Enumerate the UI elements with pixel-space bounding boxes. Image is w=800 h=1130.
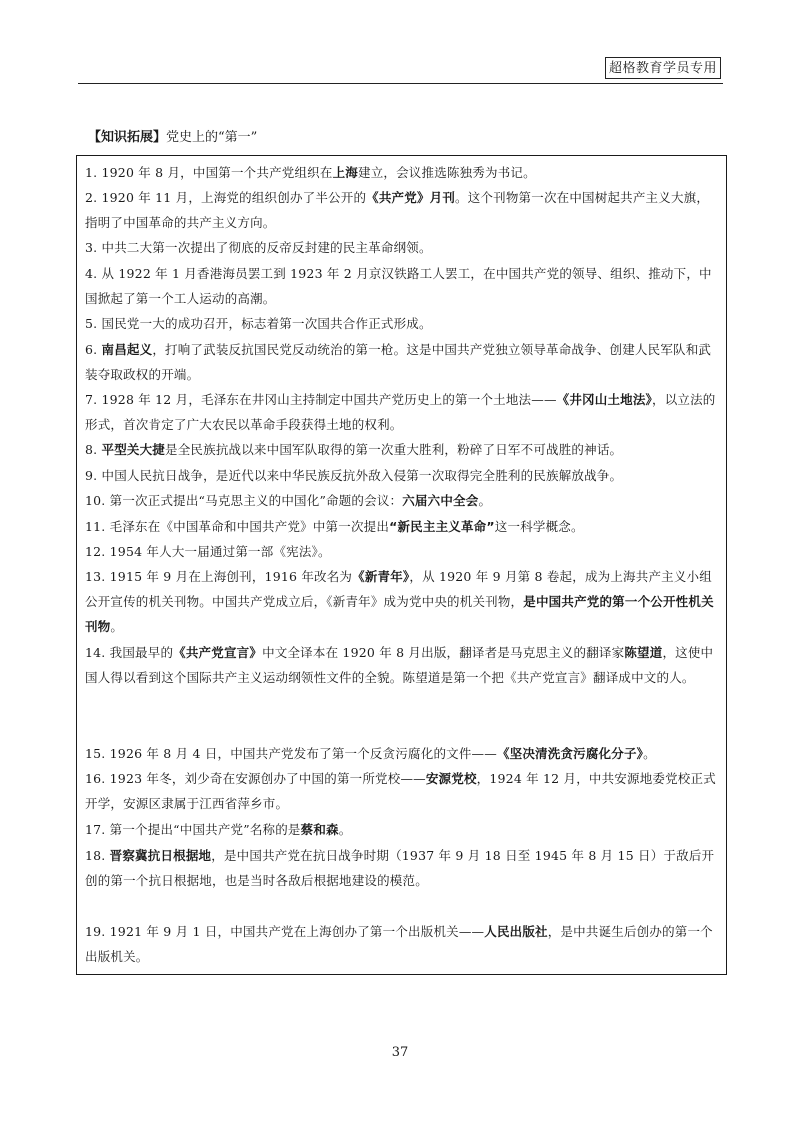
section-heading: 党史上的“第一” — [166, 130, 258, 145]
item-text: 6. — [85, 342, 102, 357]
item-text: 5. 国民党一大的成功召开，标志着第一次国共合作正式形成。 — [85, 316, 432, 331]
item-text: ，是中共诞生后创办的第一个出版机关。 — [85, 924, 713, 964]
item-text: 12. 1954 年人大一届通过第一部《宪法》。 — [85, 544, 331, 559]
item-text: 11. 毛泽东在《中国革命和中国共产党》中第一次提出 — [85, 519, 390, 534]
emphasis-text: 蔡和森 — [300, 822, 339, 837]
item-text: 3. 中共二大第一次提出了彻底的反帝反封建的民主革命纲领。 — [85, 240, 432, 255]
section-bracket: 【知识拓展】 — [88, 130, 167, 145]
item-text: ，打响了武装反抗国民党反动统治的第一枪。这是中国共产党独立领导革命战争、创建人民军队和武装夺取政权的开端。 — [85, 342, 712, 382]
item-text: 2. 1920 年 11 月，上海党的组织创办了半公开的 — [85, 190, 367, 205]
item-text: 13. 1915 年 9 月在上海创刊，1916 年改名为 — [85, 569, 353, 584]
emphasis-text: 《新青年》 — [352, 569, 410, 584]
item-text: 16. 1923 年冬，刘少奇在安源创办了中国的第一所党校—— — [85, 771, 426, 786]
list-item — [85, 185, 717, 235]
emphasis-text: 上海 — [332, 165, 358, 180]
content-box — [76, 155, 727, 975]
emphasis-text: 《共产党》月刊 — [366, 190, 456, 205]
item-text: 4. 从 1922 年 1 月香港海员罢工到 1923 年 2 月京汉铁路工人罢工，在中国共产党的领导、组织、推动下，中国掀起了第一个工人运动的高潮。 — [85, 266, 712, 306]
list-item — [85, 539, 717, 564]
item-text: 建立，会议推选陈独秀为书记。 — [358, 165, 536, 180]
item-text: 9. 中国人民抗日战争，是近代以来中华民族反抗外敌入侵第一次取得完全胜利的民族解放战争。 — [85, 468, 623, 483]
section-title — [88, 128, 257, 148]
emphasis-text: 六届六中全会 — [402, 493, 479, 508]
item-text: ，从 1920 年 9 月第 8 卷起，成为上海共产主义小组公开宣传的机关刊物。中国共产党成立后，《新青年》成为党中央的机关刊物， — [85, 569, 712, 609]
emphasis-text: 人民出版社 — [484, 924, 548, 939]
page-number: 37 — [391, 1045, 409, 1060]
list-item — [85, 919, 717, 969]
item-text: 。 — [478, 493, 492, 508]
item-text: ，1924 年 12 月，中共安源地委党校正式开学，安源区隶属于江西省萍乡市。 — [85, 771, 716, 811]
item-text: ，是中国共产党在抗日战争时期（1937 年 9 月 18 日至 1945 年 8 月 15 日）于敌后开创的第一个抗日根据地，也是当时各敌后根据地建设的模范。 — [85, 848, 715, 888]
item-text: ，以立法的形式，首次肯定了广大农民以革命手段获得土地的权利。 — [85, 392, 716, 432]
list-item — [85, 337, 717, 387]
list-item — [85, 463, 717, 488]
item-text: 10. 第一次正式提出“马克思主义的中国化”命题的会议： — [85, 493, 403, 508]
list-item — [85, 387, 717, 437]
item-text: 8. — [85, 442, 102, 457]
list-item — [85, 514, 717, 539]
item-text: 14. 我国最早的 — [85, 645, 174, 660]
emphasis-text: 陈望道 — [624, 645, 663, 660]
item-text: 。 — [338, 822, 352, 837]
list-item — [85, 817, 717, 842]
emphasis-text: 安源党校 — [425, 771, 477, 786]
item-text: 19. 1921 年 9 月 1 日，中国共产党在上海创办了第一个出版机关—— — [85, 924, 485, 939]
item-text: ，这使中国人得以看到这个国际共产主义运动纲领性文件的全貌。陈望道是第一个把《共产党宣言》翻译成中文的人。 — [85, 645, 714, 685]
emphasis-text: 《坚决清洗贪污腐化分子》 — [496, 746, 644, 761]
item-text: 。 — [643, 746, 656, 761]
item-text: 15. 1926 年 8 月 4 日，中国共产党发布了第一个反贪污腐化的文件—— — [85, 746, 497, 761]
emphasis-text: “新民主主义革命” — [389, 519, 495, 534]
emphasis-text: 《共产党宣言》 — [173, 645, 263, 660]
item-text: 1. 1920 年 8 月，中国第一个共产党组织在 — [85, 165, 333, 180]
item-text: 18. — [85, 848, 110, 863]
list-item — [85, 261, 717, 311]
list-item — [85, 488, 717, 513]
list-item — [85, 160, 717, 185]
emphasis-text: 是中国共产党的第一个公开性机关刊物 — [85, 594, 714, 634]
list-item — [85, 843, 717, 893]
item-text: 。 — [110, 619, 124, 634]
emphasis-text: 晋察冀抗日根据地 — [109, 848, 212, 863]
item-text: 17. 第一个提出“中国共产党”名称的是 — [85, 822, 301, 837]
item-text: 。这个刊物第一次在中国树起共产主义大旗，指明了中国革命的共产主义方向。 — [85, 190, 710, 230]
header-rule — [78, 83, 723, 84]
usage-stamp: 超格教育学员专用 — [605, 57, 721, 79]
list-item — [85, 235, 717, 260]
emphasis-text: 平型关大捷 — [101, 442, 166, 457]
list-item — [85, 437, 717, 462]
item-text: 是全民族抗战以来中国军队取得的第一次重大胜利，粉碎了日军不可战胜的神话。 — [165, 442, 623, 457]
list-item — [85, 640, 717, 690]
list-item — [85, 766, 717, 816]
item-text: 中文全译本在 1920 年 8 月出版，翻译者是马克思主义的翻译家 — [262, 645, 625, 660]
item-text: 这一科学概念。 — [494, 519, 584, 534]
emphasis-text: 《井冈山土地法》 — [556, 392, 652, 407]
list-item — [85, 564, 717, 639]
list-item — [85, 311, 717, 336]
list-item — [85, 741, 717, 766]
emphasis-text: 南昌起义 — [101, 342, 153, 357]
item-text: 7. 1928 年 12 月，毛泽东在井冈山主持制定中国共产党历史上的第一个土地法—— — [85, 392, 557, 407]
